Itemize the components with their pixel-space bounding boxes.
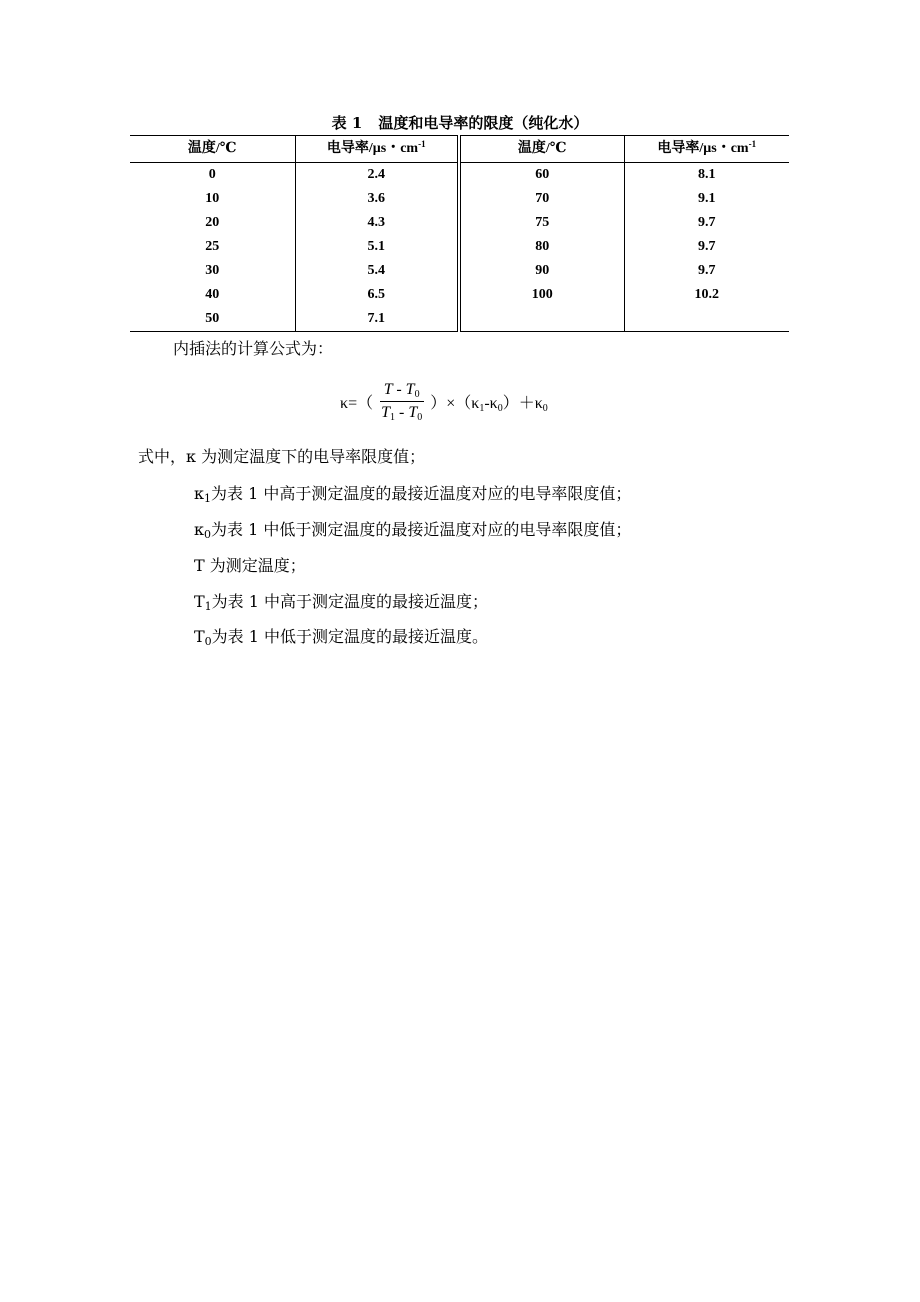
table-cell: 4.3 (295, 211, 459, 235)
table-row (130, 283, 789, 307)
header-conductivity-right: 电导率/μs・$cm^{-1}$ (624, 136, 789, 163)
table-caption-label: 表 1 (331, 114, 363, 132)
formula-fraction (377, 381, 426, 422)
table-cell: 75 (459, 211, 624, 235)
table-cell: 9.7 (698, 239, 716, 254)
formula-numerator: T - $T_0$ (380, 381, 424, 402)
table-cell: 30 (130, 259, 295, 283)
table-row (130, 259, 789, 283)
table-row (130, 163, 789, 188)
table-cell: 100 (459, 283, 624, 307)
table-cell: 7.1 (295, 307, 459, 332)
table-cell: 9.7 (698, 215, 716, 230)
table-cell: 50 (130, 307, 295, 332)
definition-t0: $T_0$为表 1 中低于测定温度的最接近温度。 (194, 627, 489, 648)
table-cell: 70 (459, 187, 624, 211)
table-cell: 20 (130, 211, 295, 235)
definition-kappa-1: $\kappa_1$为表 1 中高于测定温度的最接近温度对应的电导率限度值； (194, 484, 632, 505)
table-cell: 60 (459, 163, 624, 188)
table-caption (130, 113, 790, 133)
table-cell: 5.1 (295, 235, 459, 259)
table-cell: 10 (130, 187, 295, 211)
interpolation-intro: 内插法的计算公式为： (173, 339, 334, 358)
formula-rhs: ）$\times(\kappa_1-\kappa_0)+\kappa_0$ (430, 394, 548, 414)
definition-t1: $T_1$为表 1 中高于测定温度的最接近温度； (194, 592, 489, 613)
table-cell: 0 (130, 163, 295, 188)
interpolation-formula (340, 376, 548, 426)
conductivity-limit-table (130, 135, 789, 332)
table-cell: 5.4 (295, 259, 459, 283)
table-cell: 9.7 (698, 263, 716, 278)
table-cell: 10.2 (694, 287, 719, 302)
table-cell: 8.1 (698, 167, 716, 182)
table-cell: 80 (459, 235, 624, 259)
header-temperature-right: 温度/℃ (459, 136, 624, 163)
table-cell: 40 (130, 283, 295, 307)
formula-lhs: κ=（ (340, 394, 374, 412)
table-row (130, 187, 789, 211)
header-temperature-left: 温度/℃ (130, 136, 295, 163)
table-row (130, 211, 789, 235)
definition-kappa-0: $\kappa_0$为表 1 中低于测定温度的最接近温度对应的电导率限度值； (194, 520, 632, 541)
table-caption-title: 温度和电导率的限度（纯化水） (378, 114, 589, 132)
table-row (130, 235, 789, 259)
table-cell (624, 307, 789, 332)
table-cell (459, 307, 624, 332)
table-cell: 6.5 (295, 283, 459, 307)
formula-denominator: $T_1 - T_0$ (381, 403, 423, 423)
table-cell: 2.4 (295, 163, 459, 188)
table-header-row (130, 136, 789, 163)
table-cell: 90 (459, 259, 624, 283)
table-cell: 9.1 (698, 191, 716, 206)
table-cell: 3.6 (295, 187, 459, 211)
header-conductivity-left: 电导率/μs・$cm^{-1}$ (295, 136, 459, 163)
definition-t: T 为测定温度； (194, 556, 306, 575)
table-cell: 25 (130, 235, 295, 259)
table-row (130, 307, 789, 332)
definition-kappa: 式中，κ 为测定温度下的电导率限度值； (138, 447, 426, 466)
